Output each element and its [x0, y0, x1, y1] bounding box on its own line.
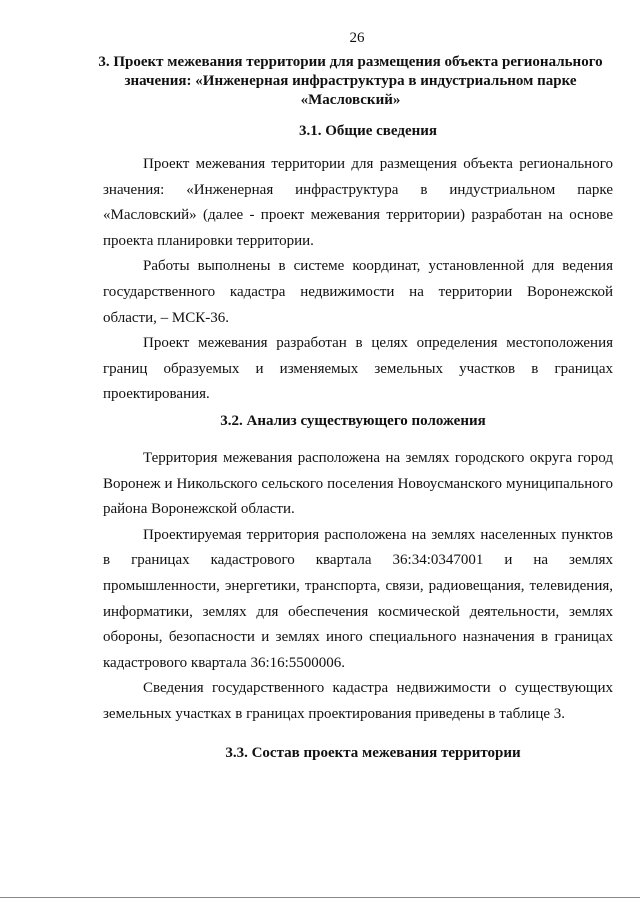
- paragraph: Работы выполнены в системе координат, установленной для ведения государственного кадастра недвижимости на территории Воронежской области, – МСК-36.: [103, 258, 613, 326]
- section-3-3-title: 3.3. Состав проекта межевания территории: [225, 745, 521, 762]
- paragraph: Проектируемая территория расположена на землях населенных пунктов в границах кадастрового квартала 36:34:0347001 и на землях промышленности, энергетики, транспорта, связи, радиовещания, телевидения, информатики, землях для обеспечения космической деятельности, землях обороны, безопасности и землях иного специального назначения в границах кадастрового квартала 36:16:5500006.: [103, 526, 613, 671]
- paragraph: Территория межевания расположена на землях городского округа город Воронеж и Никольского сельского поселения Новоусманского муниципального района Воронежской области.: [103, 449, 613, 518]
- section-3-1-title: 3.1. Общие сведения: [299, 123, 437, 139]
- document-body: [98, 53, 613, 763]
- paragraph: Проект межевания разработан в целях определения местоположения границ образуемых и изменяемых земельных участков в границах проектирования.: [103, 335, 613, 403]
- section-3-title: 3. Проект межевания территории для размещения объекта регионального значения: «Инженерная инфраструктура в индустриальном парке «Масловский»: [98, 54, 603, 108]
- page-number: 26: [349, 30, 365, 46]
- page-bottom-divider: [0, 897, 640, 898]
- paragraph: Проект межевания территории для размещения объекта регионального значения: «Инженерная инфраструктура в индустриальном парке «Масловский» (далее - проект межевания территории) разработан на основе проекта планировки территории.: [103, 156, 613, 249]
- paragraph: Сведения государственного кадастра недвижимости о существующих земельных участках в границах проектирования приведены в таблице 3.: [103, 680, 613, 722]
- section-3-2-title: 3.2. Анализ существующего положения: [220, 412, 486, 429]
